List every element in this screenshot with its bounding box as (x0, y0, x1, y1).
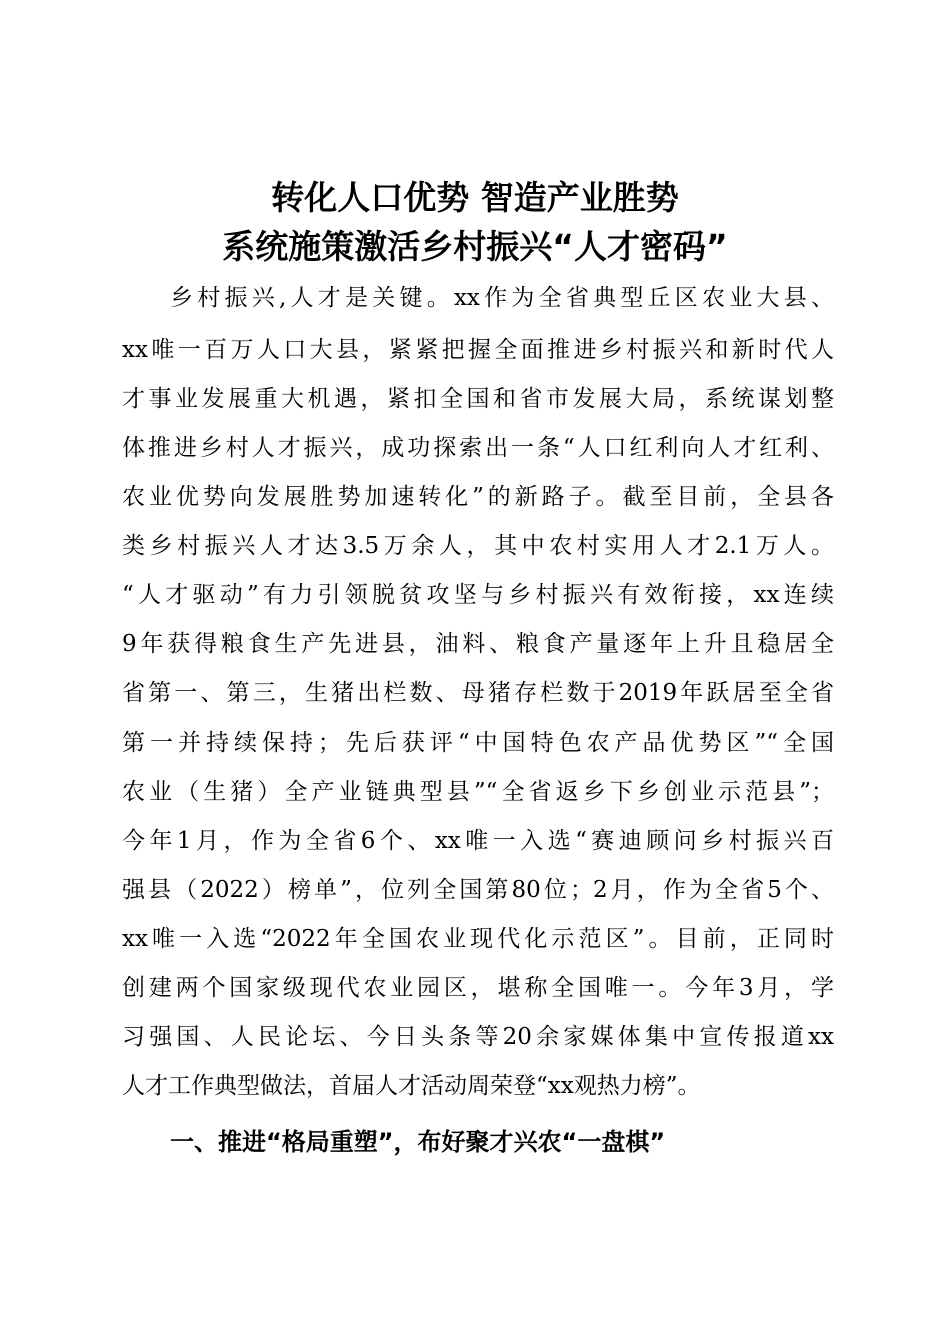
paragraph-line: 类乡村振兴人才达3.5万余人，其中农村实用人才2.1万人。 (122, 533, 834, 559)
paragraph-line: 体推进乡村人才振兴，成功探索出一条“人口红利向人才红利、 (122, 435, 834, 461)
paragraph-line: 农业（生猪）全产业链典型县”“全省返乡下乡创业示范县”； (122, 779, 834, 805)
document-title-line-2: 系统施策激活乡村振兴“人才密码” (222, 227, 728, 266)
paragraph-line: 9年获得粮食生产先进县，油料、粮食产量逐年上升且稳居全 (122, 631, 834, 657)
paragraph-line: 人才工作典型做法，首届人才活动周荣登“xx观热力榜”。 (122, 1073, 701, 1099)
paragraph-line: xx唯一百万人口大县，紧紧把握全面推进乡村振兴和新时代人 (122, 337, 834, 363)
document-title-line-1: 转化人口优势 智造产业胜势 (271, 178, 679, 217)
paragraph-line: 今年1月，作为全省6个、xx唯一入选“赛迪顾问乡村振兴百 (122, 828, 834, 854)
paragraph-line: 乡村振兴,人才是关键。xx作为全省典型丘区农业大县、 (170, 285, 834, 311)
paragraph-line: xx唯一入选“2022年全国农业现代化示范区”。目前，正同时 (122, 926, 834, 952)
section-heading: 一、推进“格局重塑”，布好聚才兴农“一盘棋” (170, 1128, 666, 1156)
paragraph-line: 农业优势向发展胜势加速转化”的新路子。截至目前，全县各 (122, 484, 834, 510)
paragraph-line: 强县（2022）榜单”，位列全国第80位；2月，作为全省5个、 (122, 877, 834, 903)
paragraph-line: 才事业发展重大机遇，紧扣全国和省市发展大局，系统谋划整 (122, 386, 834, 412)
paragraph-line: 创建两个国家级现代农业园区，堪称全国唯一。今年3月，学 (122, 975, 834, 1001)
paragraph-line: 习强国、人民论坛、今日头条等20余家媒体集中宣传报道xx (122, 1024, 834, 1050)
paragraph-line: 第一并持续保持；先后获评“中国特色农产品优势区”“全国 (122, 730, 834, 756)
paragraph-line: “人才驱动”有力引领脱贫攻坚与乡村振兴有效衔接，xx连续 (122, 582, 834, 608)
paragraph-line: 省第一、第三，生猪出栏数、母猪存栏数于2019年跃居至全省 (122, 680, 834, 706)
